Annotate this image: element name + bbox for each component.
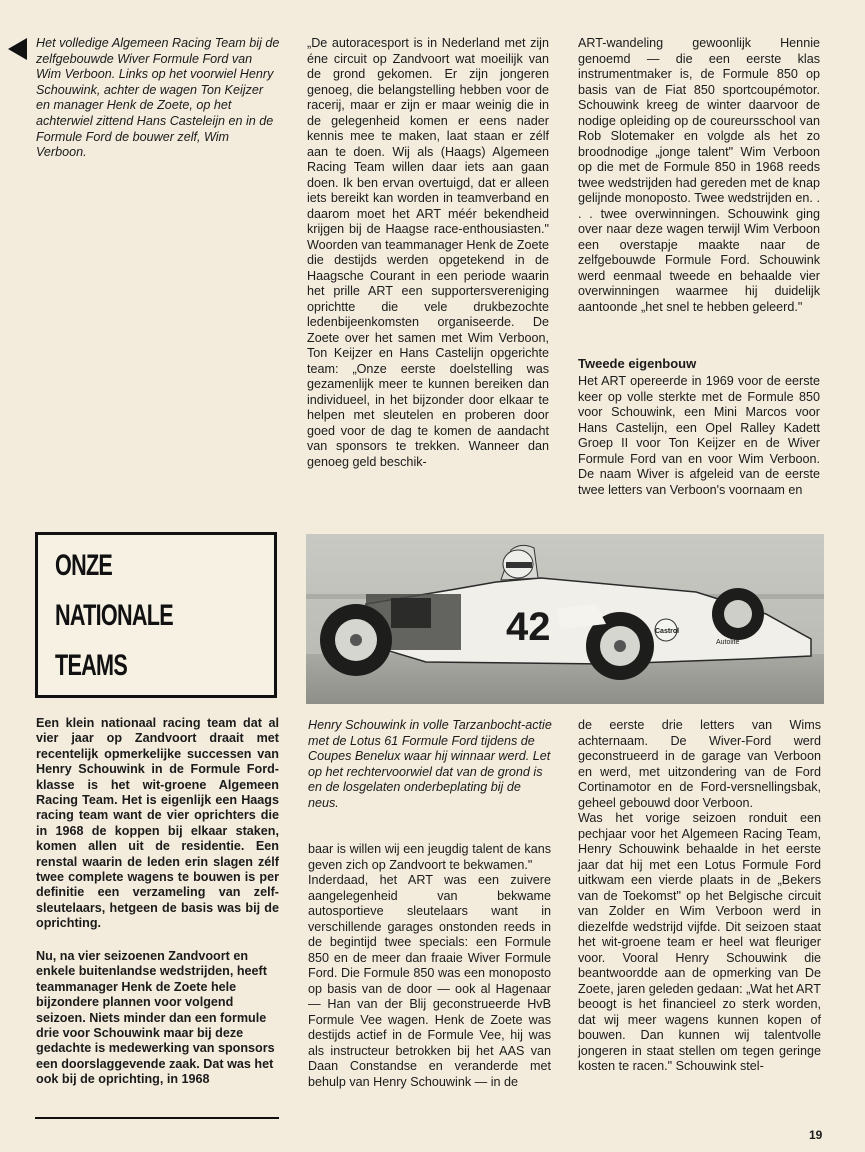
- article-title-line-1: ONZE: [55, 549, 113, 582]
- column-2-top-text: „De autoracesport is in Nederland met zijn éne circuit op Zandvoort wat moeilijk van de grond gekomen. Er zijn jongeren genoeg, die belangstelling hebben voor de racerij, maar er zijn er maar weinig die in de gelegenheid komen er eens nader kennis mee te maken, laat staan er zélf aan te doen. Wij als (Haags) Algemeen Racing Team willen daar iets aan gaan doen. Ik ben ervan overtuigd, dat er alleen iets bereikt kan worden in teamverband en daarom moet het ART méér bekendheid krijgen bij de Haagse race-enthousiasten." Woorden van teammanager Henk de Zoete die destijds werden opgetekend in de Haagsche Courant in een periode waarin het prille ART een supportersvereniging oprichtte die vele drukbezochte ledenbijeenkomsten organiseerde. De Zoete over het samen met Wim Verboon, Ton Keijzer en Hans Castelijn opgerichte team: „Onze eerste doelstelling was gezamenlijk meer te kunnen bereiken dan individueel, in het bijzonder door elkaar te helpen met sleutelen en proberen door goed voor de dag te komen de aandacht van sponsors te trekken. Wanneer dan genoeg geld beschik-: [307, 36, 549, 469]
- column-3-top-text: ART-wandeling gewoonlijk Hennie genoemd — die een eerste klas instrumentmaker is, de Formule 850 op basis van de Fiat 850 sportcoupémotor. Schouwink kreeg de winter daarvoor de nodige opleiding op de coureursschool van Rob Slotemaker en volgde als het zo broodnodige „jonge talent" Wim Verboon op die met de Formule 850 in 1968 reeds twee wedstrijden had gereden met de knap gelijnde monoposto. Twee wedstrijden en. . . . twee overwinningen. Schouwink ging over naar deze wagen terwijl Wim Verboon een overstapje maakte naar de zelfgebouwde Formule Ford. Schouwink werd eenmaal tweede en behaalde vier overwinningen waarmee hij duidelijk aantoonde „het snel te hebben geleerd.": [578, 36, 820, 314]
- photo-caption-top: Het volledige Algemeen Racing Team bij de zelfgebouwde Wiver Formule Ford van Wim Verboon. Links op het voorwiel Henry Schouwink, achter de wagen Ton Keijzer en manager Henk de Zoete, op het achterwiel zittend Hans Casteleijn en in de Formule Ford de bouwer zelf, Wim Verboon.: [36, 36, 280, 160]
- article-title-box: [35, 532, 277, 698]
- article-title-line-3: TEAMS: [55, 649, 127, 682]
- castrol-decal: Castrol: [655, 628, 680, 635]
- article-title-line-2: NATIONALE: [55, 599, 173, 632]
- column-3-bottom-text: de eerste drie letters van Wims achternaam. De Wiver-Ford werd geconstrueerd in de garage van Verboon en werd, met uitzondering van de Ford Cortinamotor en de Ford-versnellingsbak, geheel gebouwd door Verboon. Was het vorige seizoen ronduit een pechjaar voor het Algemeen Racing Team, Henry Schouwink behaalde in het eerste jaar dat hij met een Lotus Formule Ford uitkwam een vierde plaats in de „Bekers van de Toekomst" op het Belgische circuit van Zolder en Wim Verboon werd in diezelfde wedstrijd vijfde. Dit seizoen staat het wit-groene team er heel wat fleuriger voor. Vooral Henry Schouwink die beantwoordde aan de opmerking van De Zoete, jaren geleden gedaan: „Wat het ART beoogt is het financieel zo sterk worden, dat wij meer wagens kunnen kopen of bouwen. Dan kunnen wij talentvolle jongeren in staat stellen om tegen geringe kosten te racen." Schouwink stel-: [578, 718, 821, 1073]
- arrow-left-icon: [8, 38, 27, 60]
- section-subheading: Tweede eigenbouw: [578, 356, 697, 371]
- photo-caption-bottom: Henry Schouwink in volle Tarzanbocht-actie met de Lotus 61 Formule Ford tijdens de Coupes Benelux waar hij winnaar werd. Let op het rechtervoorwiel dat van de grond is en de losgelaten onderbeplating bij de neus.: [308, 718, 552, 810]
- intro-paragraph-2: Nu, na vier seizoenen Zandvoort en enkele buitenlandse wedstrijden, heeft teammanager Henk de Zoete hele bijzondere plannen voor volgend seizoen. Niets minder dan een formule drie voor Schouwink maar bij deze gedachte is medewerking van sponsors een doorslaggevende zaak. Dat was het ook bij de oprichting, in 1968: [36, 949, 275, 1087]
- race-car-photo: [306, 534, 824, 704]
- page-number: 19: [809, 1128, 823, 1142]
- column-3-mid-text: Het ART opereerde in 1969 voor de eerste keer op volle sterkte met de Formule 850 voor Schouwink, een Mini Marcos voor Hans Castelijn, een Opel Ralley Kadett Groep II voor Ton Keijzer en de Wiver Formule Ford van en voor Wim Verboon. De naam Wiver is afgeleid van de eerste twee letters van Verboon's voornaam en: [578, 374, 820, 497]
- autolite-decal: Autolite: [716, 639, 740, 646]
- column-2-bottom-text: baar is willen wij een jeugdig talent de kans geven zich op Zandvoort te bekwamen." Inderdaad, het ART was een zuivere aangelegenheid van bekwame autosportieve sleutelaars want in verschillende garages onstonden reeds in de begintijd twee specials: een Formule 850 en de meer dan fraaie Wiver Formule Ford. Die Formule 850 was een monoposto op basis van de door — ook al Hagenaar — Han van der Blij geconstrueerde HvB Formule Vee wagen. Henk de Zoete was destijds actief in de Formule Vee, hij was als instructeur betrokken bij het AAS van Daan Constandse en veranderde met behulp van Henry Schouwink — in de: [308, 842, 551, 1089]
- divider-rule: [35, 1117, 279, 1119]
- intro-paragraph-1: Een klein nationaal racing team dat al vier jaar op Zandvoort draait met recentelijk opmerkelijke successen van Henry Schouwink in de Formule Ford-klasse is het wit-groene Algemeen Racing Team. Het is eigenlijk een Haags racing team want de vier oprichters die in 1968 de koppen bij elkaar staken, komen allen uit de residentie. Een renstal waarin de leden erin slagen zélf twee complete wagens te bouwen is per definitie een verzameling van zelf-sleutelaars, hetgeen de basis was bij de oprichting.: [36, 716, 279, 931]
- car-number: 42: [506, 605, 551, 649]
